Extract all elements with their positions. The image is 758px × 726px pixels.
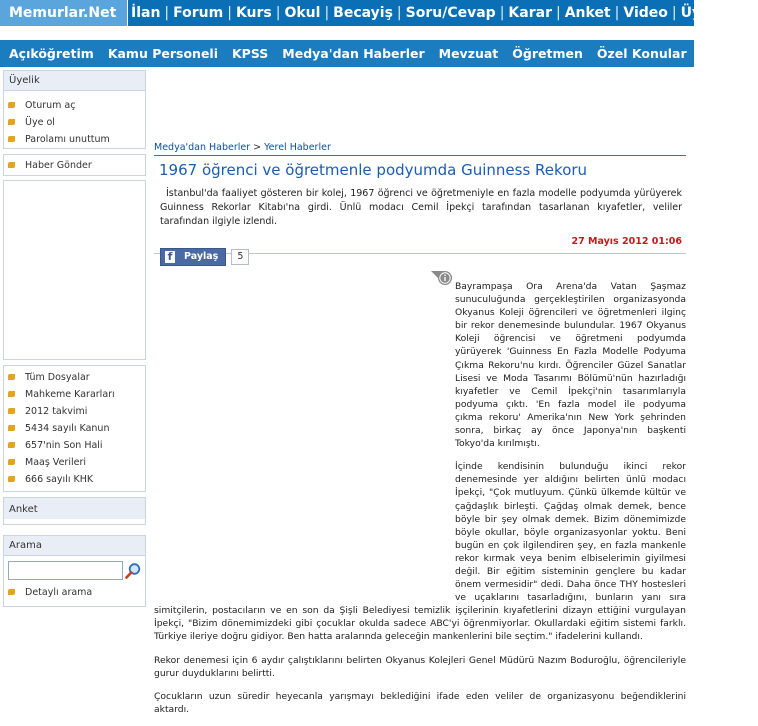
breadcrumb: Medya'dan Haberler > Yerel Haberler — [154, 142, 331, 153]
article-paragraph: Çocukların uzun süredir heyecanla yarışmayı beklediğini ifade eden veliler de organizasyonu beğendiklerini aktardı. — [154, 690, 686, 715]
search-icon[interactable] — [124, 562, 142, 580]
files-link-court-decisions[interactable]: Mahkeme Kararları — [4, 386, 145, 403]
article-lead: İstanbul'da faaliyet gösteren bir kolej, 1967 öğrenci ve öğretmeniyle en fazla modelle podyumda yürüyerek Guinness Rekorlar Kitabı'na girdi. Ünlü modacı Cemil İpekçi tarafından tasarlanan kıyafetler, veliler tarafından ilgiyle izlendi. — [160, 188, 682, 227]
article-date: 27 Mayıs 2012 01:06 — [571, 236, 682, 247]
files-link-all[interactable]: Tüm Dosyalar — [4, 369, 145, 386]
top-nav-soru-cevap[interactable]: Soru/Cevap — [405, 5, 496, 21]
send-news-box — [3, 154, 146, 176]
cat-acikogretim[interactable]: Açıköğretim — [9, 46, 94, 61]
top-bar — [0, 0, 711, 26]
poll-title: Anket — [4, 498, 145, 519]
search-title: Arama — [4, 536, 145, 556]
top-nav-becayis[interactable]: Becayiş — [333, 5, 393, 21]
files-box — [3, 365, 146, 492]
article-paragraph: Rekor denemesi için 6 aydır çalıştıklarını belirten Okyanus Kolejleri Genel Müdürü Nazım Boduroğlu, öğrencileriyle gurur duyduklarını belirtti. — [154, 654, 686, 679]
facebook-share-button[interactable] — [160, 248, 226, 266]
files-link-salary-data[interactable]: Maaş Verileri — [4, 454, 145, 471]
top-nav-anket[interactable]: Anket — [564, 5, 611, 21]
top-nav-okul[interactable]: Okul — [284, 5, 321, 21]
article-paragraph: Bayrampaşa Ora Arena'da Vatan Şaşmaz sunuculuğunda gerçekleştirilen organizasyonda Okyanus Koleji öğrencileri ve öğretmenleri ilginç bir rekor denemesinde bulundular. 1967 Okyanus Koleji öğrencisi ve öğretmeni podyumda yürüyerek 'Guinness En Fazla Modelle Podyuma Çıkma Rekoru'nu kırdı. Öğrenciler Güzel Sanatlar Lisesi ve Moda Tasarımı Bölümü'nün hazırladığı kıyafetler ve Cemil İpekçi'nin tasarımlarıyla podyuma çıktı. 'En fazla model ile podyuma çıkma rekoru' Amerika'nın New York şehrinden sonra, birkaç ay önce Japonya'nın başkenti Tokyo'da kırılmıştı. — [455, 281, 686, 450]
top-nav-ilan[interactable]: İlan — [131, 5, 161, 21]
cat-sinavlar[interactable]: Sınavlar — [700, 46, 758, 61]
top-nav-kurs[interactable]: Kurs — [235, 5, 272, 21]
files-link-657[interactable]: 657'nin Son Hali — [4, 437, 145, 454]
cat-mevzuat[interactable]: Mevzuat — [438, 46, 499, 61]
article — [154, 142, 686, 715]
top-nav: İlan | Forum | Kurs | Okul | Becayiş | Soru/Cevap | Karar | Anket | Video | Üye — [131, 5, 711, 21]
category-nav — [0, 40, 758, 67]
cat-medyadan-haberler[interactable]: Medya'dan Haberler — [282, 46, 425, 61]
search-box — [3, 535, 146, 607]
poll-box — [3, 497, 146, 525]
files-link-5434-law[interactable]: 5434 sayılı Kanun — [4, 420, 145, 437]
article-body — [154, 280, 686, 726]
search-input[interactable] — [8, 561, 123, 580]
cat-kamu-personeli[interactable]: Kamu Personeli — [107, 46, 218, 61]
cat-ogretmen[interactable]: Öğretmen — [512, 46, 583, 61]
top-nav-karar[interactable]: Karar — [508, 5, 552, 21]
image-placeholder — [154, 280, 455, 598]
membership-title: Üyelik — [4, 71, 145, 91]
share-label: Paylaş — [184, 251, 219, 262]
cat-ozel-konular[interactable]: Özel Konular — [596, 46, 687, 61]
login-link[interactable]: Oturum aç — [4, 97, 145, 114]
facebook-share — [160, 248, 249, 266]
detailed-search-link[interactable]: Detaylı arama — [4, 584, 145, 601]
article-paragraph: İçinde kendisinin bulunduğu ikinci rekor denemesinde yer aldığını belirten ünlü modacı İpekçi, "Çok mutluyum. Çünkü ülkemde kültür ve çağdaşlık birleşti. Çağdaş olmak demek, bence böyle bir şey olmak demek. Bizim dönemimizde böyle okullar, böyle organizasyonlar yoktu. Beni bugün en çok ilgilendiren şey, en fazla mankenle rekor kırmak veya benim elbiselerimin giyilmesi değil. Bir eğitim sisteminin gençlere bu kadar önem vermesidir" dedi. Daha önce THY hostesleri ve uçaklarını tasarladığını, bunların yanı sıra simitçilerin, postacıların ve en son da Şişli Belediyesi temizlik işçilerinin kıyafetlerini dizayn ettiğini vurgulayan İpekçi, "Bizim dönemimizdeki gibi çocuklar okulda sadece ABC'yi öğrenmiyorlar. Okullardaki eğitim sistemi farklı. Türkiye ileriye doğru gidiyor. Ben hatta aralarında geleceğin mankenlerini bile seçtim." ifadelerini kullandı. — [154, 461, 686, 643]
breadcrumb-media-news[interactable]: Medya'dan Haberler — [154, 142, 251, 153]
top-nav-uye[interactable]: Üye — [680, 5, 711, 21]
breadcrumb-local-news[interactable]: Yerel Haberler — [264, 142, 331, 153]
facebook-icon: f — [165, 251, 175, 263]
files-link-2012-calendar[interactable]: 2012 takvimi — [4, 403, 145, 420]
register-link[interactable]: Üye ol — [4, 114, 145, 131]
files-link-666-khk[interactable]: 666 sayılı KHK — [4, 471, 145, 488]
top-nav-video[interactable]: Video — [623, 5, 668, 21]
top-nav-forum[interactable]: Forum — [173, 5, 224, 21]
title-divider — [154, 155, 686, 156]
share-count: 5 — [231, 249, 249, 265]
sidebar-ad-box — [3, 180, 146, 360]
membership-box — [3, 70, 146, 149]
send-news-link[interactable]: Haber Gönder — [4, 157, 145, 174]
cat-kpss[interactable]: KPSS — [232, 46, 269, 61]
site-logo[interactable]: Memurlar.Net — [0, 0, 128, 26]
article-title: 1967 öğrenci ve öğretmenle podyumda Guinness Rekoru — [159, 161, 588, 179]
forgot-password-link[interactable]: Parolamı unuttum — [4, 131, 145, 148]
